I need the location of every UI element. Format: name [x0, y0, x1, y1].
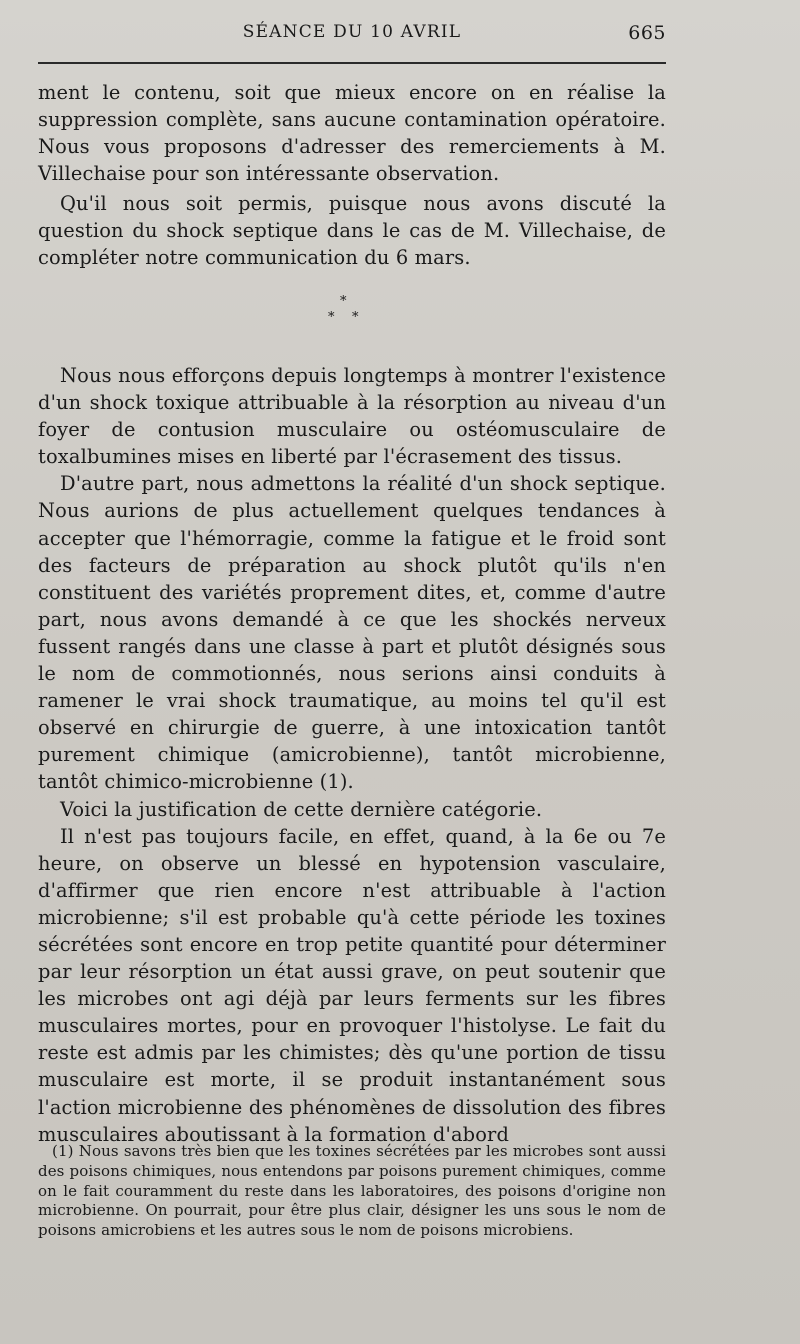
asterisk: *: [352, 310, 359, 325]
page-number: 665: [628, 22, 666, 44]
paragraph-justification: Voici la justification de cette dernière catégorie.: [60, 797, 543, 821]
paragraph-text: ment le contenu, soit que mieux encore on en réalise la suppression complète, sans aucune contamination opératoire. Nous vous proposons d'adresser des remerciements à M. Villechaise pour son intéressante observation.: [38, 81, 666, 186]
request-paragraph: [38, 190, 666, 271]
main-text: [38, 362, 666, 1148]
running-title: SÉANCE DU 10 AVRIL: [242, 22, 462, 42]
paragraph-text: Qu'il nous soit permis, puisque nous avons discuté la question du shock septique dans le cas de M. Villechaise, de compléter notre communication du 6 mars.: [38, 192, 666, 270]
paragraph-toxic-shock: Nous nous efforçons depuis longtemps à montrer l'existence d'un shock toxique attribuable à la résorption au niveau d'un foyer de contusion musculaire ou ostéomusculaire de toxalbumines mises en liberté par l'écrasement des tissus.: [38, 364, 666, 469]
paragraph-septic-shock: D'autre part, nous admettons la réalité d'un shock septique. Nous aurions de plus actuellement quelques tendances à accepter que l'hémorragie, comme la fatigue et le froid sont des facteurs de préparation au shock plutôt qu'ils n'en constituent des variétés proprement dites, et, comme d'autre part, nous avons demandé à ce que les shockés nerveux fussent rangés dans une classe à part et plutôt désignés sous le nom de commotionnés, nous serions ainsi conduits à ramener le vrai shock traumatique, au moins tel qu'il est observé en chirurgie de guerre, à une intoxication tantôt purement chimique (amicrobienne), tantôt microbienne, tantôt chimico-microbienne (1).: [38, 472, 666, 794]
asterisk: *: [328, 310, 335, 325]
section-separator-asterism: [318, 295, 378, 335]
footnote: [38, 1142, 666, 1241]
continuation-paragraph: [38, 79, 666, 187]
header-rule: [38, 62, 666, 64]
paragraph-microbial-action: Il n'est pas toujours facile, en effet, quand, à la 6e ou 7e heure, on observe un blessé en hypotension vasculaire, d'affirmer que rien encore n'est attribuable à l'action microbienne; s'il est probable qu'à cette période les toxines sécrétées sont encore en trop petite quantité pour déterminer par leur résorption un état aussi grave, on peut soutenir que les microbes ont agi déjà par leurs ferments sur les fibres musculaires mortes, pour en provoquer l'histolyse. Le fait du reste est admis par les chimistes; dès qu'une portion de tissu musculaire est morte, il se produit instantanément sous l'action microbienne des phénomènes de dissolution des fibres musculaires aboutissant à la formation d'abord: [38, 824, 666, 1146]
running-header: [38, 22, 666, 48]
footnote-text: (1) Nous savons très bien que les toxines sécrétées par les microbes sont aussi des poisons chimiques, nous entendons par poisons purement chimiques, comme on le fait couramment du reste dans les laboratoires, des poisons d'origine non microbienne. On pourrait, pour être plus clair, désigner les uns sous le nom de poisons amicrobiens et les autres sous le nom de poisons microbiens.: [38, 1142, 666, 1240]
asterisk: *: [340, 294, 347, 309]
